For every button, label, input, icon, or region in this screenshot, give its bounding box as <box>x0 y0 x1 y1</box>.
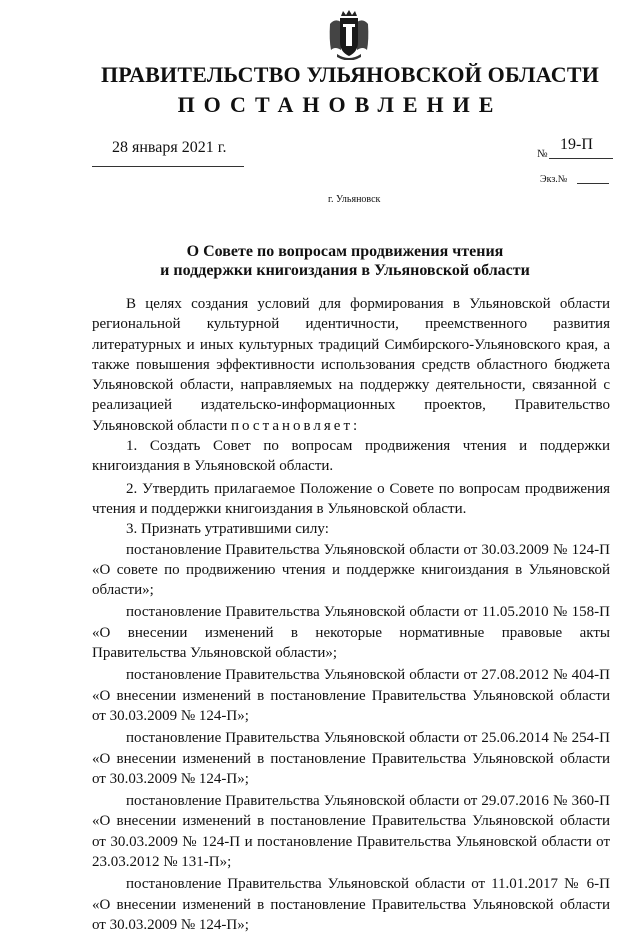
repealed-act: постановление Правительства Ульяновской области от 11.05.2010 № 158-П «О внесении изменений в некоторые нормативные правовые акты Правительства Ульяновской области»; <box>92 604 610 662</box>
document-type: ПОСТАНОВЛЕНИЕ <box>177 92 503 117</box>
document-date: 28 января 2021 г. <box>112 139 227 156</box>
document-number: 19-П <box>560 136 593 153</box>
date-underline <box>92 166 244 167</box>
repealed-act: постановление Правительства Ульяновской области от 30.03.2009 № 124-П «О совете по продвижению чтения и поддержке книгоиздания в Ульяновской области»; <box>92 541 610 599</box>
repealed-act: постановление Правительства Ульяновской области от 25.06.2014 № 254-П «О внесении изменений в постановление Правительства Ульяновской области от 30.03.2009 № 124-П»; <box>92 730 610 787</box>
item-3: 3. Признать утратившими силу: <box>126 521 329 538</box>
repealed-act: постановление Правительства Ульяновской области от 27.08.2012 № 404-П «О внесении изменений в постановление Правительства Ульяновской области от 30.03.2009 № 124-П»; <box>92 667 610 724</box>
coat-of-arms-icon <box>327 10 371 60</box>
number-underline <box>549 158 613 159</box>
item-1: 1. Создать Совет по вопросам продвижения чтения и поддержки книгоиздания в Ульяновской области. <box>92 438 610 475</box>
repealed-act: постановление Правительства Ульяновской области от 29.07.2016 № 360-П «О внесении изменений в постановление Правительства Ульяновской области от 30.03.2009 № 124-П и постановление Правительства Ульяновской области от 23.03.2012 № 131-П»; <box>92 793 610 871</box>
heading-line-1: О Совете по вопросам продвижения чтения <box>186 243 504 260</box>
document-body <box>92 294 610 935</box>
number-sign: № <box>537 148 548 160</box>
document-heading <box>0 242 640 280</box>
organization-name: ПРАВИТЕЛЬСТВО УЛЬЯНОВСКОЙ ОБЛАСТИ <box>100 62 600 87</box>
intro-text: В целях создания условий для формирования в Ульяновской области региональной культурной идентичности, преемственного развития литературных и иных культурных традиций Симбирского-Ульяновского края, а также повышения эффективности использования средств областного бюджета Ульяновской области, направляемых на поддержку деятельности, связанной с реализацией издательско-информационных проектов, Правительство Ульяновской области <box>92 296 610 434</box>
item-2: 2. Утвердить прилагаемое Положение о Совете по вопросам продвижения чтения и поддержки книгоиздания в Ульяновской области. <box>92 480 610 517</box>
repealed-act: постановление Правительства Ульяновской области от 11.01.2017 № 6-П «О внесении изменений в постановление Правительства Ульяновской области от 30.03.2009 № 124-П»; <box>92 876 610 933</box>
heading-line-2: и поддержки книгоиздания в Ульяновской области <box>160 262 530 279</box>
city: г. Ульяновск <box>328 194 381 205</box>
intro-paragraph <box>92 294 610 436</box>
copy-number-underline <box>577 183 609 184</box>
decree-word: постановляет: <box>231 417 361 434</box>
copy-number-label: Экз.№ <box>540 174 568 185</box>
